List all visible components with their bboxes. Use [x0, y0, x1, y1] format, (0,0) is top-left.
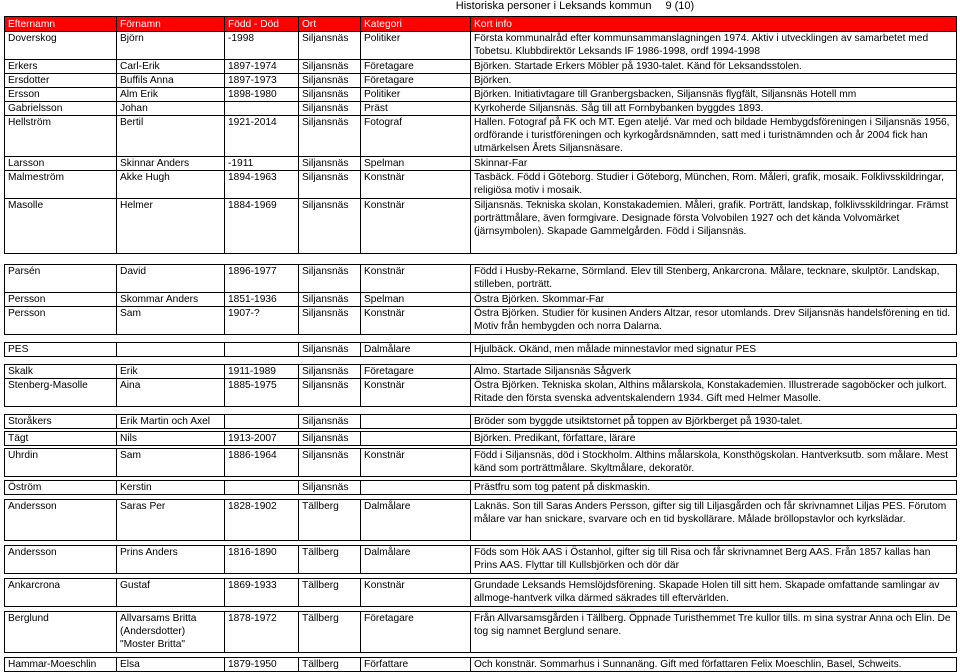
- cell-fodd: 1896-1977: [225, 265, 299, 293]
- cell-fodd: 1851-1936: [225, 293, 299, 307]
- table-row: [5, 157, 957, 171]
- cell-kategori: Företagare: [361, 612, 471, 653]
- cell-kategori: Företagare: [361, 60, 471, 74]
- cell-fornamn: Carl-Erik: [117, 60, 225, 74]
- cell-ort: Siljansnäs: [299, 88, 361, 102]
- cell-efternamn: Öström: [5, 481, 117, 495]
- cell-info: Björken.: [471, 74, 957, 88]
- cell-fodd: 1907-?: [225, 307, 299, 335]
- cell-fornamn: Alm Erik: [117, 88, 225, 102]
- table-row: [5, 343, 957, 357]
- table-row: [5, 102, 957, 116]
- cell-ort: Siljansnäs: [299, 293, 361, 307]
- cell-ort: Siljansnäs: [299, 449, 361, 477]
- cell-info: Föds som Hök AAS i Östanhol, gifter sig till Risa och får skrivnamnet Berg AAS. Från 1857 kallas han Prins AAS. Flyttar till Kullsbjörken och dör där: [471, 546, 957, 574]
- cell-kategori: Företagare: [361, 365, 471, 379]
- cell-fornamn: Johan: [117, 102, 225, 116]
- table-row: [5, 88, 957, 102]
- row-separator: [5, 357, 957, 365]
- cell-efternamn: Parsén: [5, 265, 117, 293]
- cell-info: Född i Siljansnäs, död i Stockholm. Althins målarskola, Konsthögskolan. Hantverksutb. som målare. Mest känd som porträttmålare. Skyltmålare, dekoratör.: [471, 449, 957, 477]
- cell-fornamn: [117, 343, 225, 357]
- col-header-fornamn: Förnamn: [117, 17, 225, 32]
- cell-efternamn: Andersson: [5, 546, 117, 574]
- table-row: [5, 481, 957, 495]
- cell-efternamn: Tägt: [5, 432, 117, 446]
- separator-cell: [5, 335, 957, 343]
- cell-info: Skinnar-Far: [471, 157, 957, 171]
- cell-kategori: Författare: [361, 658, 471, 672]
- cell-efternamn: Berglund: [5, 612, 117, 653]
- cell-kategori: Konstnär: [361, 379, 471, 407]
- cell-kategori: Fotograf: [361, 116, 471, 157]
- cell-efternamn: Masolle: [5, 199, 117, 254]
- table-row: [5, 449, 957, 477]
- cell-info: Kyrkoherde Siljansnäs. Såg till att Fornbybanken byggdes 1893.: [471, 102, 957, 116]
- cell-fodd: 1921-2014: [225, 116, 299, 157]
- document-title: Historiska personer i Leksands kommun: [455, 0, 652, 12]
- cell-ort: Siljansnäs: [299, 32, 361, 60]
- cell-efternamn: Ersdotter: [5, 74, 117, 88]
- cell-kategori: Konstnär: [361, 579, 471, 607]
- table-row: [5, 379, 957, 407]
- table-row: [5, 60, 957, 74]
- cell-fornamn: Nils: [117, 432, 225, 446]
- cell-efternamn: Doverskog: [5, 32, 117, 60]
- cell-fornamn: Skinnar Anders: [117, 157, 225, 171]
- cell-fodd: [225, 343, 299, 357]
- cell-ort: Siljansnäs: [299, 343, 361, 357]
- cell-fornamn: Saras Per: [117, 500, 225, 541]
- cell-fornamn: Sam: [117, 449, 225, 477]
- cell-efternamn: Stenberg-Masolle: [5, 379, 117, 407]
- cell-efternamn: Ankarcrona: [5, 579, 117, 607]
- cell-kategori: Politiker: [361, 88, 471, 102]
- table-body: [5, 32, 957, 672]
- cell-ort: Tällberg: [299, 500, 361, 541]
- table-row: [5, 658, 957, 672]
- col-header-kort-info: Kort info: [471, 17, 957, 32]
- cell-kategori: Konstnär: [361, 171, 471, 199]
- cell-kategori: [361, 481, 471, 495]
- cell-efternamn: Uhrdin: [5, 449, 117, 477]
- cell-efternamn: PES: [5, 343, 117, 357]
- cell-ort: Siljansnäs: [299, 481, 361, 495]
- cell-fornamn: Björn: [117, 32, 225, 60]
- cell-ort: Tällberg: [299, 658, 361, 672]
- cell-fodd: 1878-1972: [225, 612, 299, 653]
- cell-fornamn: Erik: [117, 365, 225, 379]
- table-row: [5, 32, 957, 60]
- cell-efternamn: Erkers: [5, 60, 117, 74]
- col-header-ort: Ort: [299, 17, 361, 32]
- cell-info: Östra Björken. Skommar-Far: [471, 293, 957, 307]
- table-row: [5, 415, 957, 429]
- table-row: [5, 293, 957, 307]
- cell-info: Almo. Startade Siljansnäs Sågverk: [471, 365, 957, 379]
- cell-info: Grundade Leksands Hemslöjdsförening. Skapade Holen till sitt hem. Skapade omfattande samlingar av allmoge-hantverk vilka därmed säkrades till eftervärlden.: [471, 579, 957, 607]
- cell-kategori: [361, 415, 471, 429]
- cell-efternamn: Malmeström: [5, 171, 117, 199]
- cell-fodd: 1816-1890: [225, 546, 299, 574]
- cell-kategori: Konstnär: [361, 199, 471, 254]
- table-row: [5, 365, 957, 379]
- cell-kategori: Konstnär: [361, 265, 471, 293]
- cell-fodd: [225, 102, 299, 116]
- cell-ort: Siljansnäs: [299, 60, 361, 74]
- cell-fornamn: Prins Anders: [117, 546, 225, 574]
- cell-info: Laknäs. Son till Saras Anders Persson, gifter sig till Liljasgården och får skrivnamnet Liljas PES. Förutom målare var han snickare, svarvare och en tid byskollärare. Målade bröllopstavlor och kyrkslädar.: [471, 500, 957, 541]
- cell-fornamn: Erik Martin och Axel: [117, 415, 225, 429]
- cell-efternamn: Storåkers: [5, 415, 117, 429]
- cell-info: Prästfru som tog patent på diskmaskin.: [471, 481, 957, 495]
- cell-efternamn: Hellström: [5, 116, 117, 157]
- cell-fodd: 1894-1963: [225, 171, 299, 199]
- table-row: [5, 199, 957, 254]
- cell-fodd: 1885-1975: [225, 379, 299, 407]
- cell-fodd: -1911: [225, 157, 299, 171]
- cell-ort: Siljansnäs: [299, 102, 361, 116]
- cell-ort: Siljansnäs: [299, 116, 361, 157]
- cell-ort: Siljansnäs: [299, 157, 361, 171]
- cell-fodd: 1886-1964: [225, 449, 299, 477]
- cell-kategori: Spelman: [361, 157, 471, 171]
- cell-fornamn: David: [117, 265, 225, 293]
- cell-kategori: Företagare: [361, 74, 471, 88]
- cell-info: Bröder som byggde utsiktstornet på toppen av Björkberget på 1930-talet.: [471, 415, 957, 429]
- separator-cell: [5, 357, 957, 365]
- cell-efternamn: Hammar-Moeschlin: [5, 658, 117, 672]
- page-number: 9 (10): [665, 0, 695, 12]
- cell-ort: Tällberg: [299, 612, 361, 653]
- cell-info: Östra Björken. Studier för kusinen Anders Altzar, resor utomlands. Drev Siljansnäs handelsförening en tid. Motiv från hembygden och norra Dalarna.: [471, 307, 957, 335]
- people-table: [4, 16, 957, 672]
- table-row: [5, 612, 957, 653]
- cell-ort: Siljansnäs: [299, 171, 361, 199]
- cell-kategori: Konstnär: [361, 449, 471, 477]
- cell-fornamn: Buffils Anna: [117, 74, 225, 88]
- cell-fornamn: Gustaf: [117, 579, 225, 607]
- table-row: [5, 116, 957, 157]
- cell-kategori: Dalmålare: [361, 500, 471, 541]
- cell-efternamn: Skalk: [5, 365, 117, 379]
- cell-info: Björken. Startade Erkers Möbler på 1930-talet. Känd för Leksandsstolen.: [471, 60, 957, 74]
- separator-cell: [5, 254, 957, 265]
- table-row: [5, 546, 957, 574]
- cell-kategori: [361, 432, 471, 446]
- cell-kategori: Dalmålare: [361, 343, 471, 357]
- table-row: [5, 265, 957, 293]
- cell-ort: Siljansnäs: [299, 307, 361, 335]
- cell-info: Första kommunalråd efter kommunsammanslagningen 1974. Aktiv i utvecklingen av samarbetet med Tobetsu. Klubbdirektör Leksands IF 1986-1998, ordf 1994-1998: [471, 32, 957, 60]
- cell-fornamn: Aina: [117, 379, 225, 407]
- cell-efternamn: Larsson: [5, 157, 117, 171]
- table-row: [5, 432, 957, 446]
- col-header-efternamn: Efternamn: [5, 17, 117, 32]
- cell-info: Björken. Initiativtagare till Granbergsbacken, Siljansnäs flygfält, Siljansnäs Hotell mm: [471, 88, 957, 102]
- row-separator: [5, 407, 957, 415]
- cell-ort: Tällberg: [299, 546, 361, 574]
- cell-ort: Siljansnäs: [299, 415, 361, 429]
- cell-info: Siljansnäs. Tekniska skolan, Konstakademien. Måleri, grafik. Porträtt, landskap, folklivsskildringar. Främst porträttmålare, även formgivare. Designade första Volvobilen 1927 och det kända Volvomärket (järnsymbolen). Skapade Gammelgården. Född i Siljansnäs.: [471, 199, 957, 254]
- cell-ort: Siljansnäs: [299, 265, 361, 293]
- cell-fornamn: Elsa: [117, 658, 225, 672]
- cell-fodd: 1897-1974: [225, 60, 299, 74]
- cell-info: Hallen. Fotograf på FK och MT. Egen ateljé. Var med och bildade Hembygdsföreningen i Siljansnäs 1956, ordförande i turistföreningen och kyrkogårdsnämnden, satt med i turistnämnden och år 2004 fick han utmärkelsen Årets Siljansnäsare.: [471, 116, 957, 157]
- cell-fodd: 1828-1902: [225, 500, 299, 541]
- cell-efternamn: Persson: [5, 307, 117, 335]
- cell-fornamn: Sam: [117, 307, 225, 335]
- cell-ort: Siljansnäs: [299, 365, 361, 379]
- cell-info: Tasbäck. Född i Göteborg. Studier i Göteborg, München, Rom. Måleri, grafik, mosaik. Folklivsskildringar, religiösa motiv i mosaik.: [471, 171, 957, 199]
- cell-info: Och konstnär. Sommarhus i Sunnanäng. Gift med författaren Felix Moeschlin, Basel, Schweits.: [471, 658, 957, 672]
- cell-fodd: 1884-1969: [225, 199, 299, 254]
- cell-fodd: [225, 481, 299, 495]
- cell-ort: Siljansnäs: [299, 74, 361, 88]
- col-header-kategori: Kategori: [361, 17, 471, 32]
- cell-efternamn: Andersson: [5, 500, 117, 541]
- cell-info: Från Allvarsamsgården i Tällberg. Öppnade Turisthemmet Tre kullor tills. m sina systrar Anna och Elin. De tog sig namnet Berglund senare.: [471, 612, 957, 653]
- cell-kategori: Präst: [361, 102, 471, 116]
- cell-fodd: 1898-1980: [225, 88, 299, 102]
- cell-ort: Siljansnäs: [299, 379, 361, 407]
- row-separator: [5, 254, 957, 265]
- cell-kategori: Konstnär: [361, 307, 471, 335]
- cell-ort: Siljansnäs: [299, 432, 361, 446]
- page-header: [0, 0, 960, 14]
- table-row: [5, 500, 957, 541]
- cell-fornamn: Allvarsams Britta (Andersdotter) "Moster Britta": [117, 612, 225, 653]
- cell-fornamn: Skommar Anders: [117, 293, 225, 307]
- cell-kategori: Spelman: [361, 293, 471, 307]
- table-row: [5, 307, 957, 335]
- table-row: [5, 579, 957, 607]
- col-header-fodd-dod: Född - Död: [225, 17, 299, 32]
- cell-fodd: [225, 415, 299, 429]
- cell-info: Hjulbäck. Okänd, men målade minnestavlor med signatur PES: [471, 343, 957, 357]
- cell-fodd: 1897-1973: [225, 74, 299, 88]
- cell-fornamn: Kerstin: [117, 481, 225, 495]
- table-row: [5, 171, 957, 199]
- cell-ort: Tällberg: [299, 579, 361, 607]
- cell-fodd: 1913-2007: [225, 432, 299, 446]
- cell-fornamn: Akke Hugh: [117, 171, 225, 199]
- cell-fornamn: Bertil: [117, 116, 225, 157]
- cell-info: Björken. Predikant, författare, lärare: [471, 432, 957, 446]
- cell-fodd: 1879-1950: [225, 658, 299, 672]
- cell-efternamn: Persson: [5, 293, 117, 307]
- cell-kategori: Dalmålare: [361, 546, 471, 574]
- cell-efternamn: Ersson: [5, 88, 117, 102]
- cell-kategori: Politiker: [361, 32, 471, 60]
- table-row: [5, 74, 957, 88]
- cell-info: Född i Husby-Rekarne, Sörmland. Elev till Stenberg, Ankarcrona. Målare, tecknare, skulptör. Landskap, stilleben, porträtt.: [471, 265, 957, 293]
- cell-info: Östra Björken. Tekniska skolan, Althins målarskola, Konstakademien. Illustrerade sagoböcker och julkort. Ritade den första svenska adventskalendern 1934. Gift med Helmer Masolle.: [471, 379, 957, 407]
- row-separator: [5, 335, 957, 343]
- table-header-row: [5, 17, 957, 32]
- cell-fodd: 1911-1989: [225, 365, 299, 379]
- cell-fodd: 1869-1933: [225, 579, 299, 607]
- cell-efternamn: Gabrielsson: [5, 102, 117, 116]
- separator-cell: [5, 407, 957, 415]
- cell-fornamn: Helmer: [117, 199, 225, 254]
- cell-ort: Siljansnäs: [299, 199, 361, 254]
- cell-fodd: -1998: [225, 32, 299, 60]
